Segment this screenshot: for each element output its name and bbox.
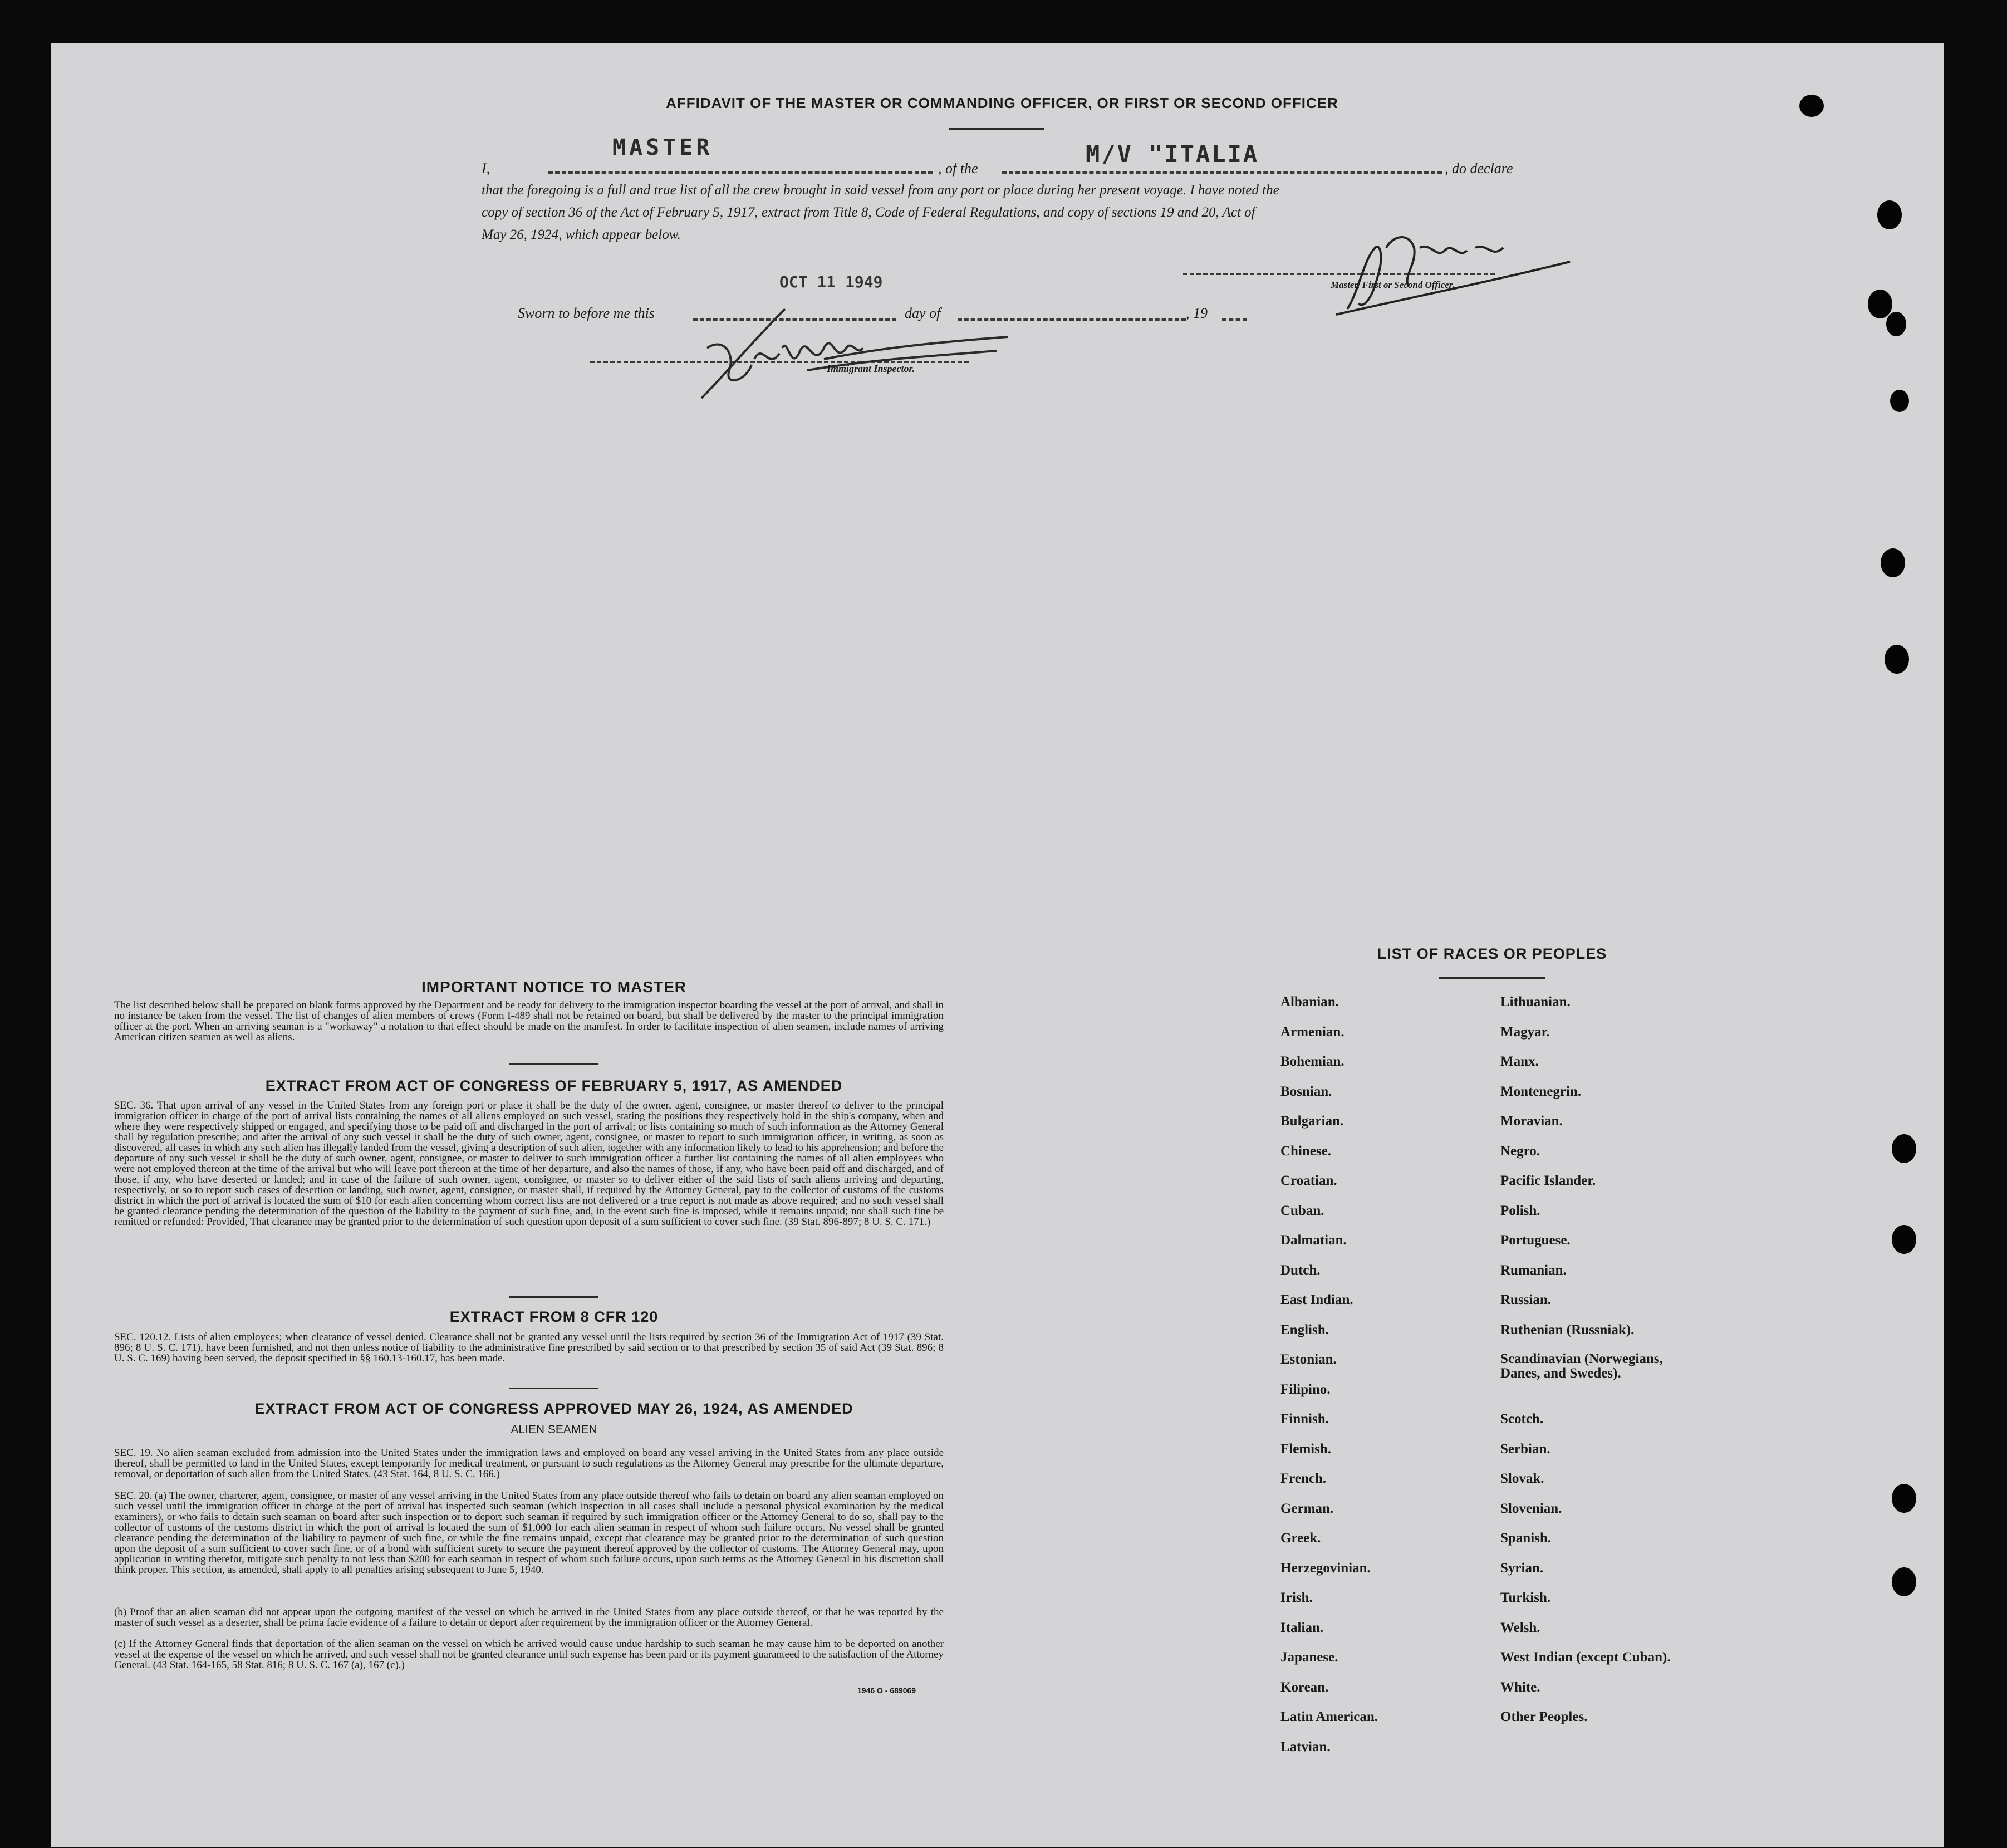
race-item: Syrian.	[1500, 1560, 1544, 1576]
races-title: LIST OF RACES OR PEOPLES	[1377, 945, 1607, 962]
extract-1924-subtitle: ALIEN SEAMEN	[511, 1423, 597, 1436]
print-code: 1946 O - 689069	[857, 1686, 916, 1695]
divider	[509, 1296, 598, 1298]
race-item: Greek.	[1280, 1531, 1321, 1546]
year-label: , 19	[1186, 305, 1208, 321]
race-item: Scotch.	[1500, 1411, 1544, 1427]
divider	[509, 1388, 598, 1389]
race-item: Polish.	[1500, 1203, 1540, 1218]
extract-cfr-body: SEC. 120.12. Lists of alien employees; when clearance of vessel denied. Clearance shall not be granted any vessel until the lists required by section 36 of the Immigration Act of 1917 (39 Stat. 896; 8 U. S. C. 171), have been furnished, and not then unless notice of liability to the administrative fine prescribed by said section or to that prescribed by section 35 of said Act (39 Stat. 896; 8 U. S. C. 169) having been served, the deposit specified in §§ 160.13-160.17, has been made.	[114, 1331, 944, 1364]
race-item: Estonian.	[1280, 1352, 1337, 1367]
race-item: Italian.	[1280, 1620, 1324, 1635]
race-item: Montenegrin.	[1500, 1084, 1582, 1099]
punch-hole	[1892, 1567, 1916, 1596]
race-item: German.	[1280, 1501, 1334, 1516]
position-line	[548, 171, 933, 174]
race-item: Spanish.	[1500, 1531, 1552, 1546]
race-item: Ruthenian (Russniak).	[1500, 1322, 1635, 1337]
race-item: Manx.	[1500, 1054, 1539, 1069]
race-item: Cuban.	[1280, 1203, 1324, 1218]
punch-hole	[1881, 548, 1905, 577]
race-item: Bohemian.	[1280, 1054, 1344, 1069]
race-item: Dutch.	[1280, 1262, 1321, 1278]
extract-1917-title: EXTRACT FROM ACT OF CONGRESS OF FEBRUARY 5, 1917, AS AMENDED	[265, 1077, 843, 1094]
race-item: West Indian (except Cuban).	[1500, 1650, 1671, 1665]
punch-hole	[1886, 312, 1906, 336]
notice-title: IMPORTANT NOTICE TO MASTER	[421, 978, 687, 996]
race-item: Magyar.	[1500, 1024, 1550, 1040]
race-item: Bulgarian.	[1280, 1114, 1344, 1129]
date-stamp: OCT 11 1949	[779, 273, 883, 291]
race-item: Finnish.	[1280, 1411, 1329, 1427]
extract-1924-sec20c: (c) If the Attorney General finds that deportation of the alien seaman on the vessel on which he arrived would cause undue hardship to such seaman he may cause him to be deported on another vessel at the expense of the vessel on which he arrived, and such vessel shall not be granted clearance until such expense has been paid or its payment guaranteed to the satisfaction of the Attorney General. (43 Stat. 164-165, 58 Stat. 816; 8 U. S. C. 167 (a), 167 (c).)	[114, 1638, 944, 1671]
divider	[949, 128, 1044, 130]
race-item: Lithuanian.	[1500, 994, 1571, 1009]
race-item: Moravian.	[1500, 1114, 1563, 1129]
race-item: Serbian.	[1500, 1441, 1550, 1457]
divider	[1439, 977, 1545, 979]
race-item: Latvian.	[1280, 1739, 1331, 1754]
affidavit-body-line: that the foregoing is a full and true list of all the crew brought in said vessel from any port or place during her present voyage. I have noted the	[482, 183, 1279, 198]
race-item: Dalmatian.	[1280, 1233, 1347, 1248]
extract-cfr-title: EXTRACT FROM 8 CFR 120	[449, 1308, 659, 1325]
punch-hole	[1868, 290, 1892, 318]
extract-1924-sec19: SEC. 19. No alien seaman excluded from admission into the United States under the immigration laws and employed on board any vessel arriving in the United States from any place outside thereof, shall be permitted to land in the United States, except temporarily for medical treatment, or pursuant to such regulations as the Attorney General may prescribe for the ultimate departure, removal, or deportation of such alien from the United States. (43 Stat. 164, 8 U. S. C. 166.)	[114, 1447, 944, 1480]
sworn-label: Sworn to before me this	[518, 305, 655, 321]
sworn-year-line	[1222, 318, 1247, 321]
race-item: Flemish.	[1280, 1441, 1331, 1457]
inspector-signature	[640, 287, 1030, 409]
inspector-caption: Immigrant Inspector.	[827, 363, 915, 374]
punch-hole	[1890, 390, 1909, 412]
race-item: Albanian.	[1280, 994, 1339, 1009]
race-item: Chinese.	[1280, 1143, 1331, 1159]
punch-hole	[1892, 1225, 1916, 1254]
race-item: English.	[1280, 1322, 1329, 1337]
divider	[509, 1063, 598, 1065]
extract-1917-body: SEC. 36. That upon arrival of any vessel in the United States from any foreign port or place it shall be the duty of the owner, agent, consignee, or master thereof to deliver to the principal immigration officer in charge of the port of arrival lists containing the names of all aliens employed on such vessel, stating the positions they respectively hold in the ship's company, when and where they were respectively shipped or engaged, and specifying those to be paid off and discharged in the port of arrival; or lists containing so much of such information as the Attorney General shall by regulation prescribe; and after the arrival of any such vessel it shall be the duty of such owner, agent, consignee, or master to report to such immigration officer, in writing, as soon as discovered, all cases in which any such alien has illegally landed from the vessel, giving a description of such alien, together with any information likely to lead to his apprehension; and before the departure of any such vessel it shall be the duty of such owner, agent, consignee, or master to deliver to such immigration officer a further list containing the names of all alien employees who were not employed thereon at the time of the arrival but who will leave port thereon at the time of her departure, and also the names of those, if any, who have been paid off and discharged, and of those, if any, who have deserted or landed; and in case of the failure of such owner, agent, consignee, or master so to deliver either of the said lists of such aliens arriving and departing, respectively, or so to report such cases of desertion or landing, such owner, agent, consignee, or master shall, if required by the Attorney General, pay to the collector of customs of the customs district in which the port of arrival is located the sum of $10 for each alien concerning whom correct lists are not delivered or a true report is not made as above required; and no such vessel shall be granted clearance pending the determination of the question of the liability to the payment of such fine, and, in the event such fine is imposed, while it remains unpaid; nor shall such fine be remitted or refunded: Provided, That clearance may be granted prior to the determination of such question upon deposit of a sum sufficient to cover such fine. (39 Stat. 896-897; 8 U. S. C. 171.)	[114, 1100, 944, 1228]
race-item: Scandinavian (Norwegians, Danes, and Swedes).	[1500, 1351, 1663, 1381]
race-item: Pacific Islander.	[1500, 1173, 1596, 1188]
affidavit-body-line: copy of section 36 of the Act of February 5, 1917, extract from Title 8, Code of Federal Regulations, and copy of sections 19 and 20, Act of	[482, 205, 1255, 220]
extract-1924-sec20a: SEC. 20. (a) The owner, charterer, agent, consignee, or master of any vessel arriving in the United States from any place outside thereof who fails to detain on board any alien seaman employed on such vessel until the immigration officer in charge at the port of arrival has inspected such seaman (which inspection in all cases shall include a personal physical examination by the medical examiners), or who fails to detain such seaman on board after such inspection or to deport such seaman if required by such immigration officer or the Attorney General to do so, shall pay to the collector of customs of the customs district in which the port of arrival is located the sum of $1,000 for each alien seaman in respect of whom such failure occurs. No vessel shall be granted clearance pending the determination of the liability to payment of such fine, or while the fine remains unpaid, except that clearance may be granted prior to the determination of such question upon the deposit of a sum sufficient to cover such fine, or of a bond with sufficient surety to secure the payment thereof approved by the collector of customs. The Attorney General may, upon application in writing therefor, mitigate such penalty to not less than $200 for each seaman in respect of whom such failure occurs, upon such terms as the Attorney General in his discretion shall think proper. This section, as amended, shall apply to all penalties arising subsequent to June 5, 1940.	[114, 1490, 944, 1576]
race-item: Bosnian.	[1280, 1084, 1332, 1099]
punch-hole	[1892, 1134, 1916, 1163]
punch-hole	[1877, 200, 1902, 229]
race-item: Russian.	[1500, 1292, 1552, 1307]
extract-1924-title: EXTRACT FROM ACT OF CONGRESS APPROVED MAY 26, 1924, AS AMENDED	[254, 1400, 853, 1417]
race-item: East Indian.	[1280, 1292, 1353, 1307]
do-declare-label: , do declare	[1445, 160, 1513, 177]
punch-hole	[1885, 645, 1909, 674]
affidavit-body-line: May 26, 1924, which appear below.	[482, 227, 681, 242]
notice-body: The list described below shall be prepared on blank forms approved by the Department and be ready for delivery to the immigration inspector boarding the vessel at the port of arrival, and shall in no instance be taken from the vessel. The list of changes of alien members of crews (Form I-489 shall not be retained on board, but shall be delivered by the master to the principal immigration officer at the port. When an arriving seaman is a "workaway" a notation to that effect should be made on the manifest. In order to facilitate inspection of alien seamen, include names of arriving American citizen seamen as well as aliens.	[114, 999, 944, 1043]
vessel-line	[1002, 171, 1442, 174]
extract-1924-sec20b: (b) Proof that an alien seaman did not appear upon the outgoing manifest of the vessel on which he arrived in the United States from any place outside thereof, or that he was reported by the master of such vessel as a deserter, shall be prima facie evidence of a failure to detain or deport after requirement by the immigration officer or the Attorney General.	[114, 1606, 944, 1629]
race-item: Rumanian.	[1500, 1262, 1567, 1278]
position-value: MASTER	[612, 135, 713, 160]
vessel-value: M/V "ITALIA	[1086, 140, 1259, 168]
race-item: Portuguese.	[1500, 1233, 1571, 1248]
race-item: Irish.	[1280, 1590, 1313, 1605]
race-item: Welsh.	[1500, 1620, 1540, 1635]
race-item: Other Peoples.	[1500, 1709, 1588, 1724]
race-item: Japanese.	[1280, 1650, 1338, 1665]
punch-hole	[1892, 1484, 1916, 1513]
races-right-column	[1500, 994, 1734, 1739]
races-left-column	[1280, 994, 1492, 1769]
race-item: Herzegovinian.	[1280, 1560, 1371, 1576]
affidavit-heading: AFFIDAVIT OF THE MASTER OR COMMANDING OFFICER, OR FIRST OR SECOND OFFICER	[666, 95, 1338, 111]
race-item: Armenian.	[1280, 1024, 1344, 1040]
race-item: Slovak.	[1500, 1471, 1544, 1486]
of-the-label: , of the	[938, 160, 978, 177]
race-item: French.	[1280, 1471, 1327, 1486]
race-item: Slovenian.	[1500, 1501, 1562, 1516]
punch-hole	[1799, 95, 1824, 117]
signature-caption: Master, First or Second Officer.	[1331, 280, 1455, 290]
race-item: Filipino.	[1280, 1381, 1331, 1397]
i-label: I,	[482, 160, 490, 177]
day-of-label: day of	[905, 305, 941, 321]
race-item: Turkish.	[1500, 1590, 1551, 1605]
race-item: Korean.	[1280, 1679, 1329, 1695]
race-item: Negro.	[1500, 1143, 1540, 1159]
race-item: Latin American.	[1280, 1709, 1378, 1724]
race-item: White.	[1500, 1679, 1540, 1695]
race-item: Croatian.	[1280, 1173, 1337, 1188]
master-signature	[1325, 226, 1581, 326]
